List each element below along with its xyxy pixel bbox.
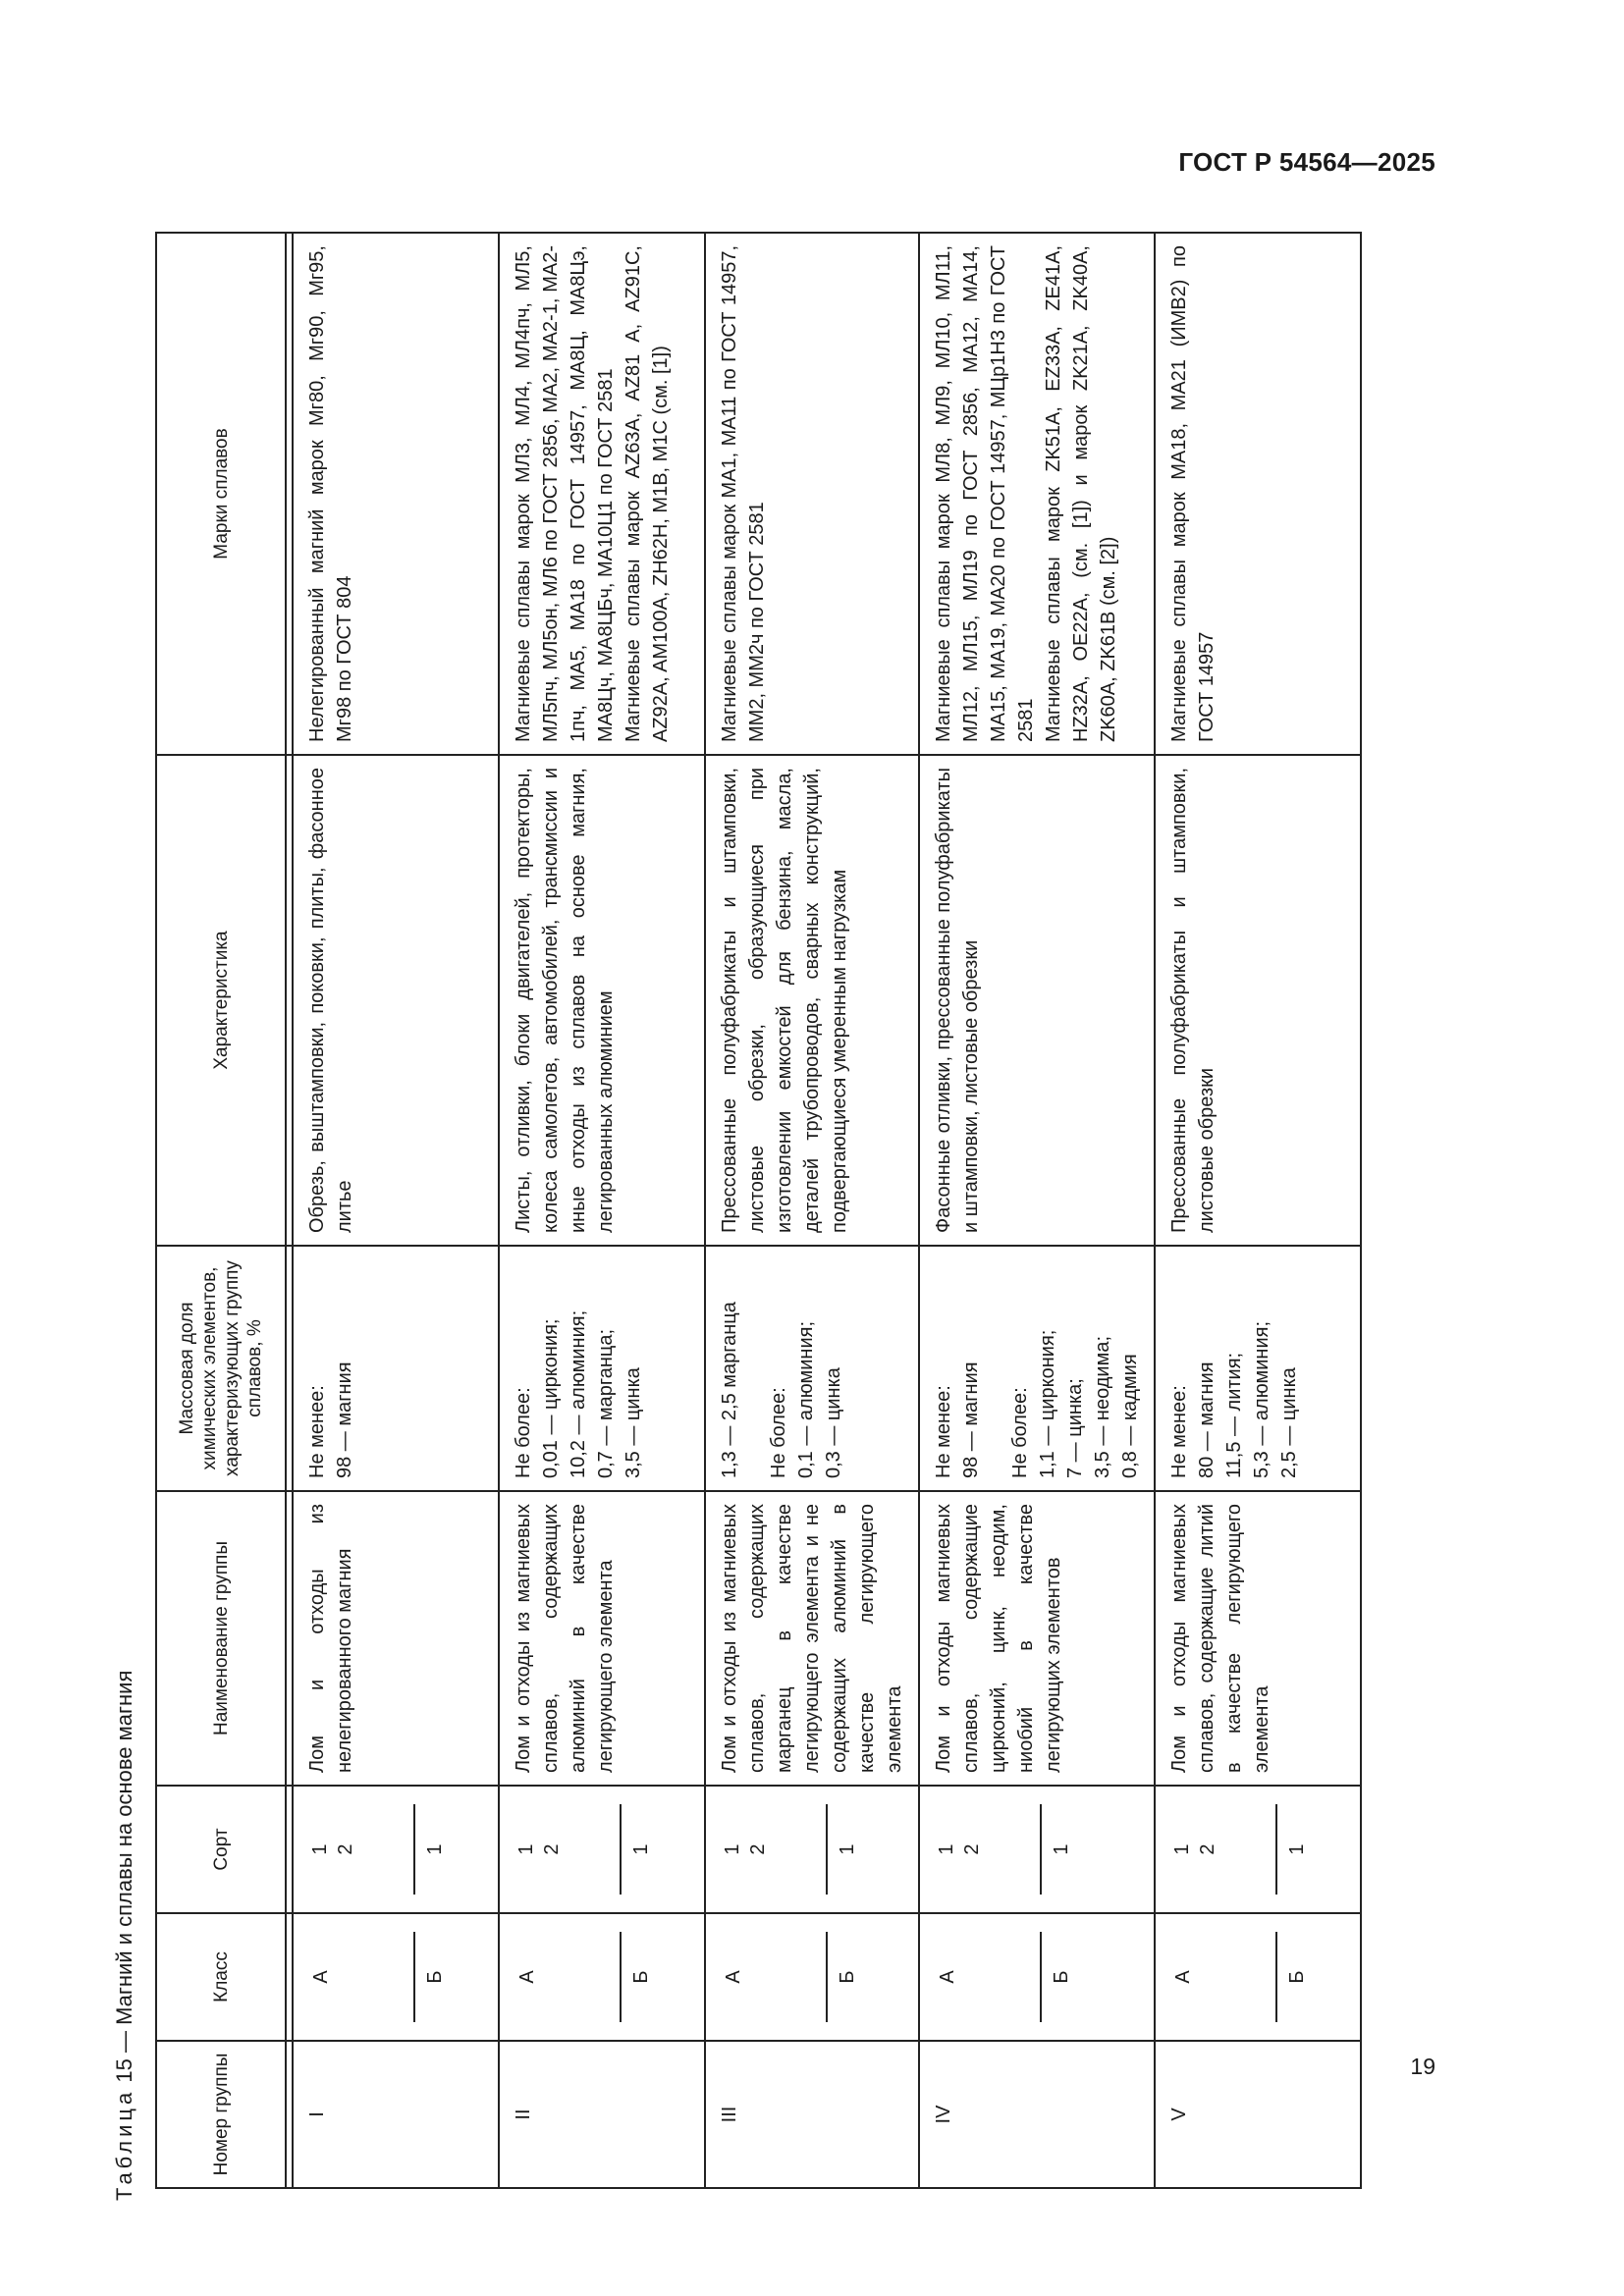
class-a: А xyxy=(723,1970,744,1984)
class-a: А xyxy=(310,1970,332,1984)
grade-b: 1 xyxy=(1040,1804,1075,1895)
page-number: 19 xyxy=(1410,2054,1435,2079)
table-header-row xyxy=(156,233,286,2188)
class-a: А xyxy=(937,1970,958,1984)
alloy-grades-foreign: Магниевые сплавы марок ZK51A, EZ33A, ZE41A, HZ32A, OE22A, (см. [1]) и марок ZK21A, ZK40A, ZK60A, ZK61B (см. [2]) xyxy=(1043,245,1119,742)
mass-fraction: Не менее: 80 — магния 11,5 — лития; 5,3 — алюминия; 2,5 — цинка xyxy=(1168,1320,1300,1478)
col-header-group-name: Наименование группы xyxy=(156,1491,286,1786)
alloy-grades-foreign: Магниевые сплавы марок AZ63A, AZ81 A, AZ91C, AZ92A, AM100A, ZH62H, M1B, M1C (см. [1]) xyxy=(623,245,672,742)
col-header-mass-fraction: Массовая доля химических элементов, характеризующих группу сплавов, % xyxy=(156,1246,286,1491)
group-name: Лом и отходы из магниевых сплавов, содержащих марганец в качестве легирующего элемента и не содержащих алюминий в качестве легирующего элемента xyxy=(719,1504,905,1773)
mass-fraction: Не более: 0,1 — алюминия; 0,3 — цинка xyxy=(768,1320,844,1478)
group-name: Лом и отходы магниевых сплавов, содержащие литий в качестве легирующего элемента xyxy=(1168,1504,1272,1773)
group-number: III xyxy=(719,2106,740,2123)
grade-b: 1 xyxy=(620,1804,655,1895)
alloy-grades: Нелегированный магний марок Мг80, Мг90, Мг95, Мг98 по ГОСТ 804 xyxy=(306,245,355,742)
grade-b: 1 xyxy=(1275,1804,1311,1895)
col-header-characteristic: Характеристика xyxy=(156,755,286,1246)
table-caption-prefix: Таблица xyxy=(112,2088,136,2201)
grade-a: 1 2 xyxy=(515,1843,563,1855)
group-number: V xyxy=(1168,2108,1190,2121)
characteristic: Прессованные полуфабрикаты и штамповки, листовые обрезки xyxy=(1168,768,1218,1233)
class-a: А xyxy=(516,1970,538,1984)
group-name: Лом и отходы из нелегированного магния xyxy=(306,1504,355,1773)
table-caption-text: 15 — Магний и сплавы на основе магния xyxy=(112,1670,136,2089)
alloy-grades: Магниевые сплавы марок МА18, МА21 (ИМВ2) по ГОСТ 14957 xyxy=(1168,245,1218,742)
characteristic: Листы, отливки, блоки двигателей, протекторы, колеса самолетов, автомобилей, трансмиссии и иные отходы из сплавов на основе магния, легированных алюминием xyxy=(513,768,617,1233)
group-number: IV xyxy=(933,2105,954,2124)
col-header-class: Класс xyxy=(156,1913,286,2041)
magnesium-alloys-table xyxy=(155,232,1362,2189)
rotated-table-wrapper xyxy=(155,234,1422,2189)
header-gap xyxy=(286,233,293,2188)
alloy-grades: Магниевые сплавы марок МЛ8, МЛ9, МЛ10, МЛ11, МЛ12, МЛ15, МЛ19 по ГОСТ 2856, МА12, МА14, МА15, МА19, МА20 по ГОСТ 14957, МЦр1Н3 по ГОСТ 2581 xyxy=(933,245,1037,742)
table-row xyxy=(293,233,499,2188)
mass-fraction-main: Не менее: 98 — магния xyxy=(933,1362,982,1478)
table-caption xyxy=(110,1317,139,2201)
characteristic: Прессованные полуфабрикаты и штамповки, листовые обрезки, образующиеся при изготовлении емкостей для бензина, масла, деталей трубопроводов, сварных конструкций, подвергающиеся умеренным нагрузкам xyxy=(719,768,850,1233)
alloy-grades: Магниевые сплавы марок МЛ3, МЛ4, МЛ4пч, МЛ5, МЛ5пч, МЛ5он, МЛ6 по ГОСТ 2856, МА2, МА2-1, МА2-1пч, МА5, МА18 по ГОСТ 14957, МА8Ц, МА8Цэ, МА8Цч, МА8ЦБч, МА10Ц1 по ГОСТ 2581 xyxy=(513,245,617,742)
group-name: Лом и отходы из магниевых сплавов, содержащих алюминий в качестве легирующего элемента xyxy=(513,1504,617,1773)
mass-fraction-main: 1,3 — 2,5 марганца xyxy=(719,1302,740,1478)
group-number: II xyxy=(513,2109,534,2120)
class-b: Б xyxy=(826,1932,861,2022)
grade-b: 1 xyxy=(413,1804,449,1895)
mass-fraction: Не более: 0,01 — циркония; 10,2 — алюминия; 0,7 — марганца; 3,5 — цинка xyxy=(513,1309,644,1478)
document-header: ГОСТ Р 54564—2025 xyxy=(1178,147,1435,177)
table-row xyxy=(919,233,1155,2188)
col-header-group-number: Номер группы xyxy=(156,2041,286,2188)
group-name: Лом и отходы магниевых сплавов, содержащие цирконий, цинк, неодим, ниобий в качестве легирующих элементов xyxy=(933,1504,1064,1773)
class-b: Б xyxy=(620,1932,655,2022)
alloy-grades: Магниевые сплавы марок МА1, МА11 по ГОСТ 14957, ММ2, ММ2ч по ГОСТ 2581 xyxy=(719,245,768,742)
grade-b: 1 xyxy=(826,1804,861,1895)
characteristic: Фасонные отливки, прессованные полуфабрикаты и штамповки, листовые обрезки xyxy=(933,768,982,1233)
mass-fraction: Не более: 1,1 — циркония; 7 — цинка; 3,5 — неодима; 0,8 — кадмия xyxy=(1009,1329,1141,1478)
table-row xyxy=(499,233,705,2188)
grade-a: 1 2 xyxy=(1171,1843,1218,1855)
mass-fraction: Не менее: 98 — магния xyxy=(306,1362,355,1478)
table-row xyxy=(1155,233,1361,2188)
grade-a: 1 2 xyxy=(722,1843,769,1855)
class-a: А xyxy=(1172,1970,1194,1984)
class-b: Б xyxy=(413,1932,449,2022)
characteristic: Обрезь, выштамповки, поковки, плиты, фасонное литье xyxy=(306,768,355,1233)
class-b: Б xyxy=(1040,1932,1075,2022)
col-header-alloy-grades: Марки сплавов xyxy=(156,233,286,755)
table-row xyxy=(705,233,919,2188)
grade-a: 1 2 xyxy=(309,1843,356,1855)
group-number: I xyxy=(306,2111,328,2117)
grade-a: 1 2 xyxy=(936,1843,983,1855)
class-b: Б xyxy=(1275,1932,1311,2022)
col-header-grade: Сорт xyxy=(156,1786,286,1913)
